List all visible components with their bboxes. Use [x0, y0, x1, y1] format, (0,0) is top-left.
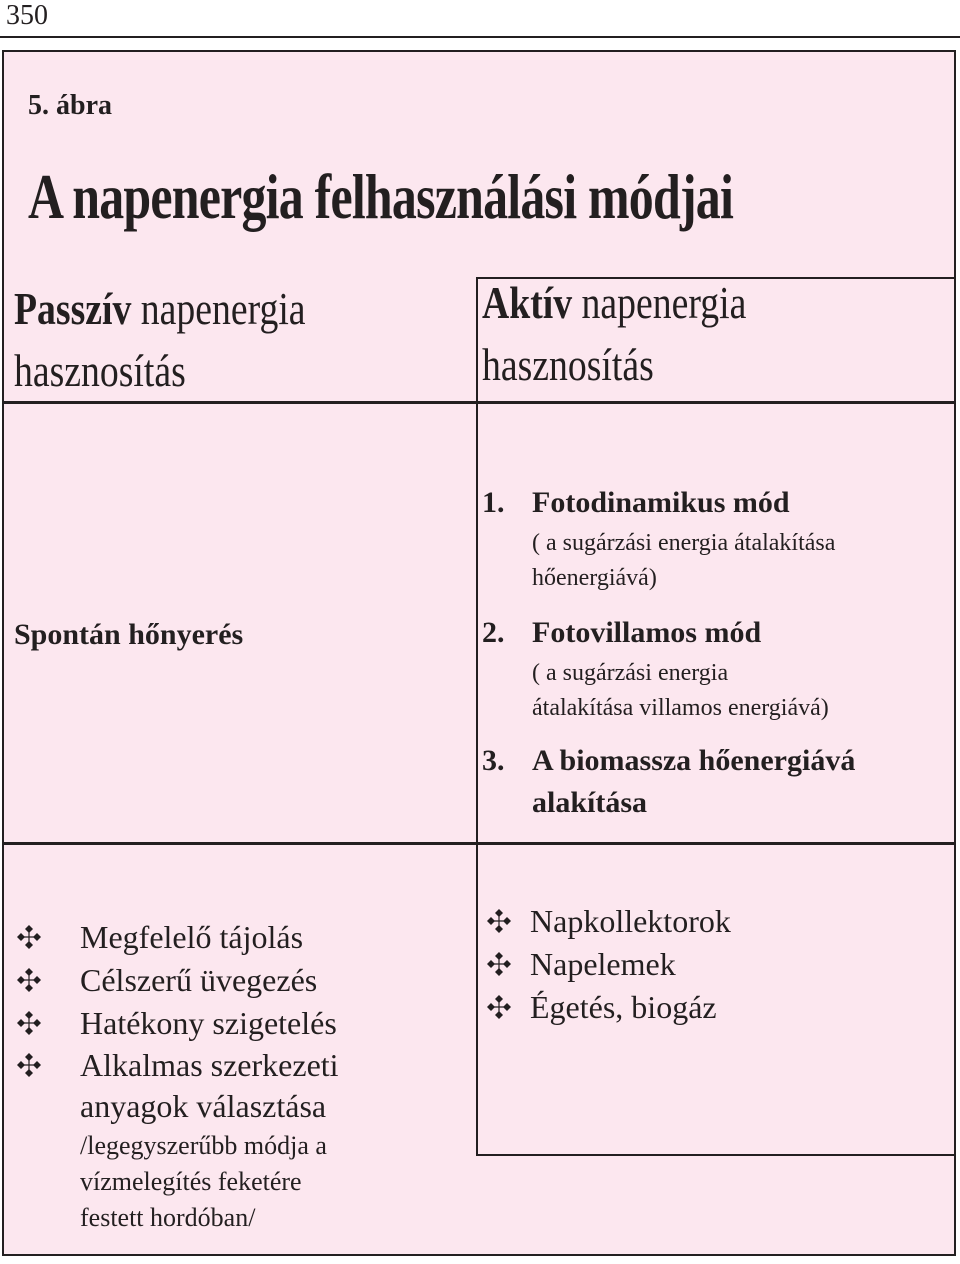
- list-item-label: Hatékony szigetelés: [80, 1005, 337, 1041]
- active-column-title: [482, 272, 746, 396]
- column-divider-upper: [476, 277, 478, 844]
- mode-desc-line2: hőenergiává): [532, 565, 657, 591]
- column-divider-lower: [476, 842, 478, 1156]
- mode-number: 1.: [482, 486, 505, 519]
- mode-number: 2.: [482, 616, 505, 649]
- header-separator: [4, 401, 956, 404]
- passive-title-rest: napenergia: [131, 283, 306, 334]
- diamond-cluster-icon: [486, 994, 512, 1020]
- active-mode-2: [482, 616, 942, 726]
- diamond-cluster-icon: [486, 908, 512, 934]
- mode-number: 3.: [482, 744, 505, 777]
- passive-title-bold: Passzív: [14, 283, 132, 334]
- mode-desc-line1: ( a sugárzási energia: [532, 660, 729, 686]
- list-item-label: Napkollektorok: [530, 903, 731, 939]
- diamond-cluster-icon: [16, 1052, 42, 1078]
- mode-title-line2: alakítása: [532, 786, 648, 819]
- active-title-bold: Aktív: [482, 277, 573, 328]
- mode-desc-line1: ( a sugárzási energia átalakítása: [532, 530, 836, 556]
- spontaneous-heat-gain: Spontán hőnyerés: [14, 618, 244, 651]
- figure-title: A napenergia felhasználási módjai: [28, 161, 734, 232]
- active-mode-3: [482, 744, 942, 820]
- note-line: festett hordóban/: [80, 1203, 256, 1232]
- lower-separator: [4, 842, 956, 845]
- page-number: 350: [6, 0, 48, 31]
- passive-column-title: [14, 278, 306, 402]
- diamond-cluster-icon: [16, 1010, 42, 1036]
- note-line: /legegyszerűbb módja a: [80, 1131, 327, 1160]
- diamond-cluster-icon: [486, 951, 512, 977]
- mode-title: A biomassza hőenergiává: [532, 744, 856, 777]
- list-item-label: Megfelelő tájolás: [80, 919, 304, 955]
- active-lower-box-bottom: [476, 1154, 956, 1156]
- note-line: vízmelegítés feketére: [80, 1167, 302, 1196]
- diamond-cluster-icon: [16, 967, 42, 993]
- list-item-continuation: anyagok választása: [80, 1088, 327, 1124]
- mode-title: Fotodinamikus mód: [532, 486, 790, 519]
- list-item-label: Napelemek: [530, 946, 676, 982]
- mode-desc-line2: átalakítása villamos energiává): [532, 695, 829, 721]
- active-mode-1: [482, 486, 942, 596]
- list-item-label: Égetés, biogáz: [530, 989, 717, 1025]
- mode-title: Fotovillamos mód: [532, 616, 762, 649]
- figure-label: 5. ábra: [28, 90, 112, 121]
- list-item-label: Alkalmas szerkezeti: [80, 1047, 339, 1083]
- diamond-cluster-icon: [16, 924, 42, 950]
- passive-note: [80, 1128, 327, 1236]
- active-title-rest: napenergia: [572, 277, 747, 328]
- passive-title-line2: hasznosítás: [14, 345, 186, 396]
- top-rule: [0, 36, 960, 38]
- active-title-line2: hasznosítás: [482, 339, 654, 390]
- list-item-label: Célszerű üvegezés: [80, 962, 318, 998]
